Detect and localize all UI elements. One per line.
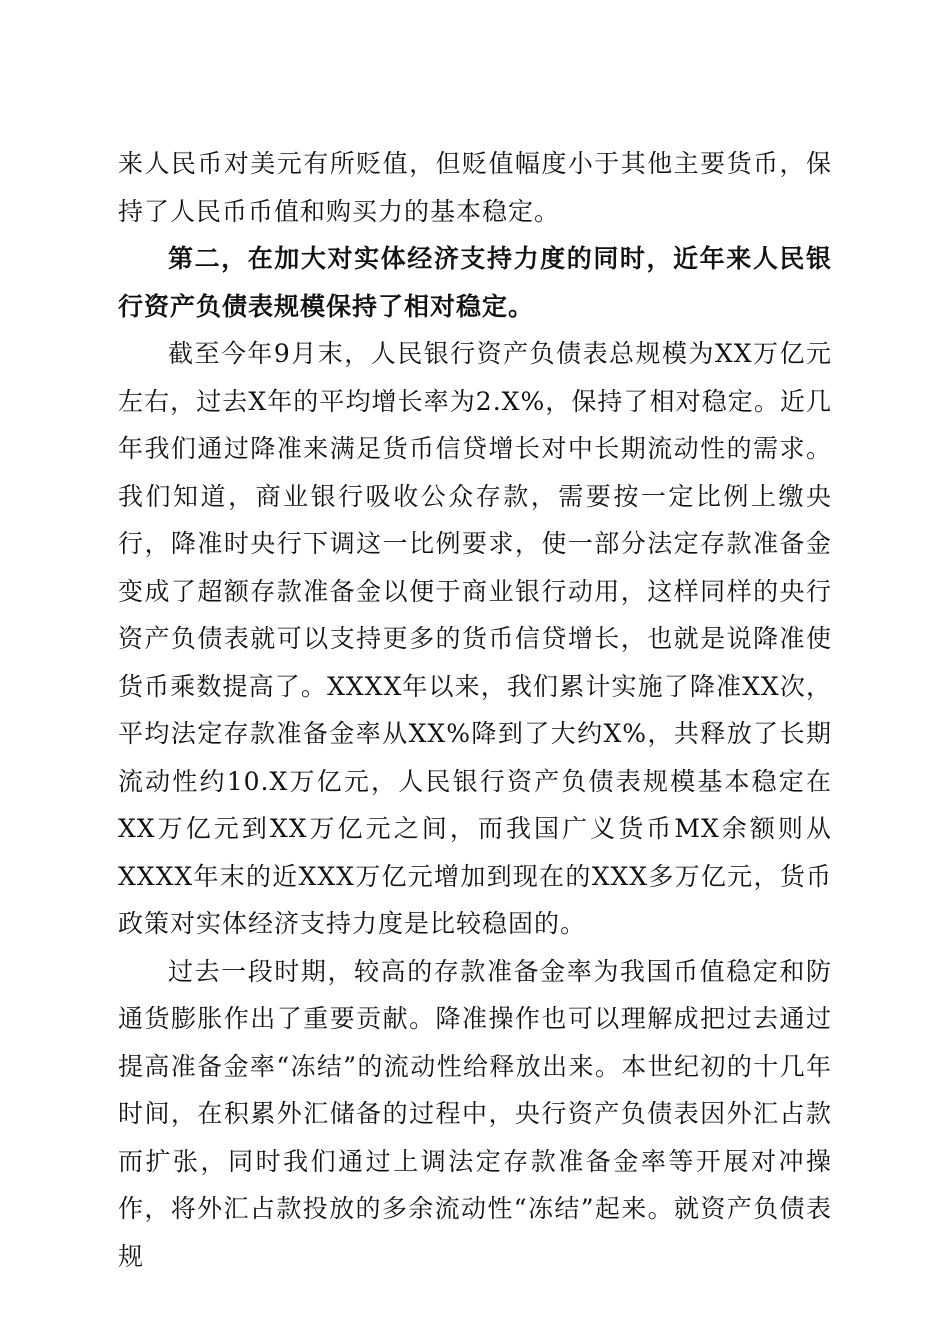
paragraph-reserve-ratio: 过去一段时期，较高的存款准备金率为我国币值稳定和防通货膨胀作出了重要贡献。降准操作也可以理解成把过去通过提高准备金率“冻结”的流动性给释放出来。本世纪初的十几年时间，在积累外汇储备的过程中，央行资产负债表因外汇占款而扩张，同时我们通过上调法定存款准备金率等开展对冲操作，将外汇占款投放的多余流动性“冻结”起来。就资产负债表规 <box>118 956 832 1271</box>
document-body <box>118 140 832 1280</box>
paragraph-balance-sheet: 截至今年9月末，人民银行资产负债表总规模为XX万亿元左右，过去X年的平均增长率为2.X%，保持了相对稳定。近几年我们通过降准来满足货币信贷增长对中长期流动性的需求。我们知道，商业银行吸收公众存款，需要按一定比例上缴央行，降准时央行下调这一比例要求，使一部分法定存款准备金变成了超额存款准备金以便于商业银行动用，这样同样的央行资产负债表就可以支持更多的货币信贷增长，也就是说降准使货币乘数提高了。XXXX年以来，我们累计实施了降准XX次，平均法定存款准备金率从XX%降到了大约X%，共释放了长期流动性约10.X万亿元，人民银行资产负债表规模基本稳定在XX万亿元到XX万亿元之间，而我国广义货币MX余额则从XXXX年末的近XXX万亿元增加到现在的XXX多万亿元，货币政策对实体经济支持力度是比较稳固的。 <box>118 339 832 938</box>
paragraph-section-heading: 第二，在加大对实体经济支持力度的同时，近年来人民银行资产负债表规模保持了相对稳定。 <box>118 244 832 321</box>
paragraph-continued: 来人民币对美元有所贬值，但贬值幅度小于其他主要货币，保持了人民币币值和购买力的基本稳定。 <box>118 149 832 226</box>
